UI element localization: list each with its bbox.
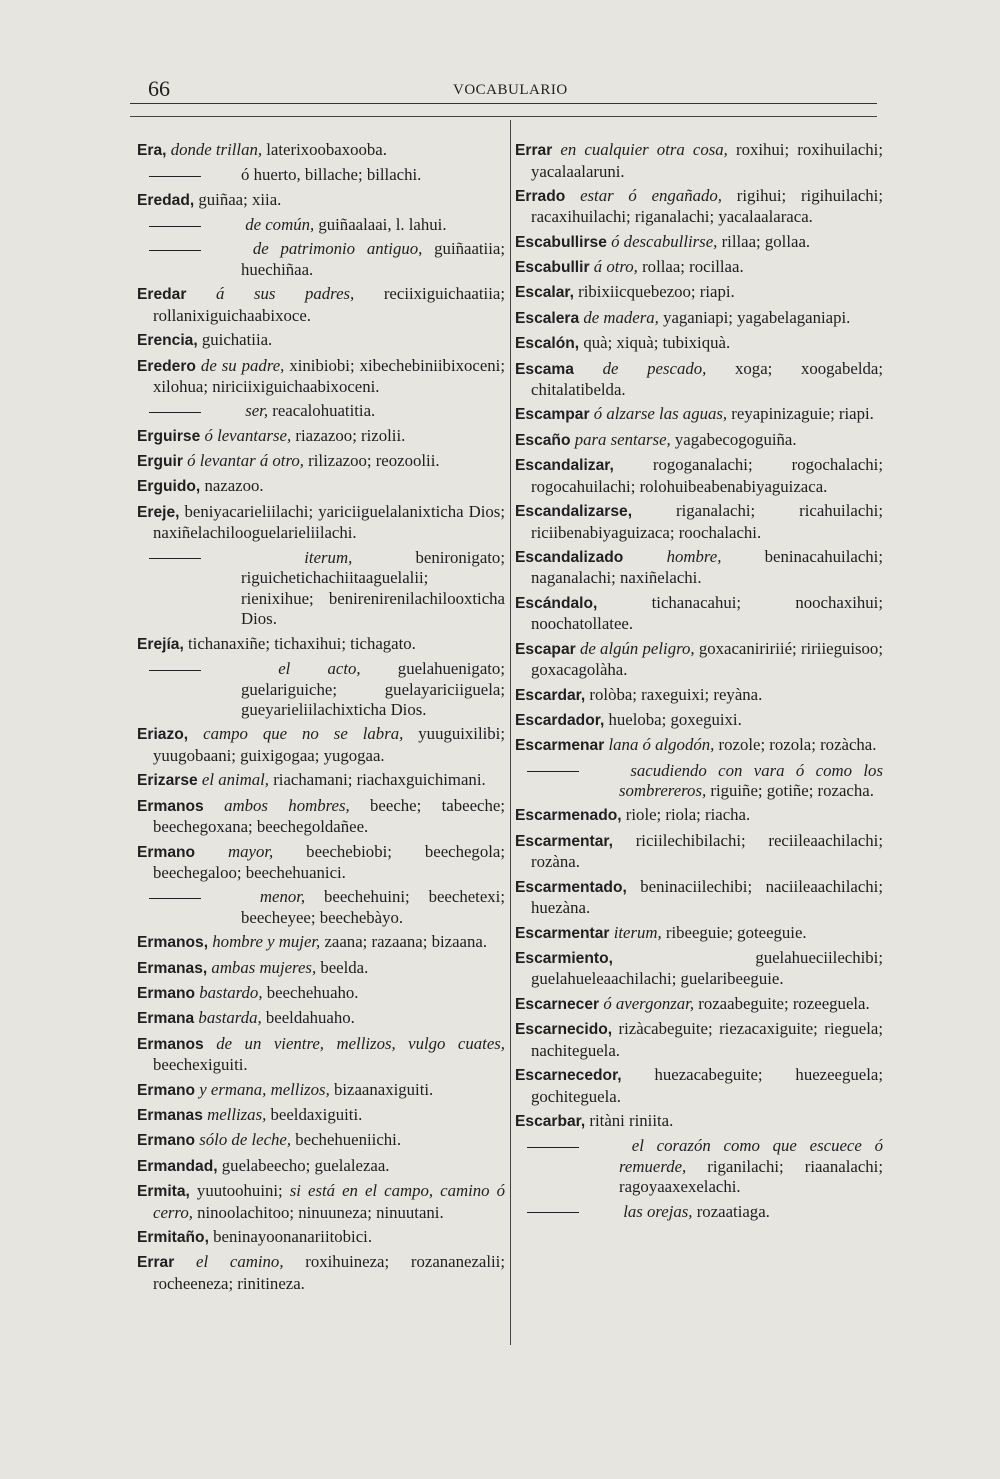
ditto-dash	[149, 670, 201, 671]
zapotec-translation: ribeeguie; goteeguie.	[661, 922, 807, 942]
zapotec-translation: beeldaxiguiti.	[266, 1104, 363, 1124]
dictionary-entry	[515, 232, 883, 254]
dictionary-entry	[137, 770, 505, 792]
headword: Ermana	[137, 1010, 195, 1028]
zapotec-translation: yuutoohuini;	[189, 1180, 283, 1200]
zapotec-translation: roxihuineza; rozananezalii; rocheeneza; rinitineza.	[153, 1252, 505, 1293]
headword: Errar	[515, 142, 553, 159]
header-rule-thick	[130, 103, 877, 104]
zapotec-translation: riazazoo; rizolii.	[291, 425, 406, 445]
running-title: VOCABULARIO	[453, 82, 568, 98]
spanish-gloss: de común,	[245, 215, 315, 235]
zapotec-translation: tichanacahui; noochaxihui; noochatollatee.	[531, 592, 883, 634]
zapotec-translation: rolòba; raxeguixi; reyàna.	[585, 684, 763, 704]
dictionary-entry	[137, 330, 505, 352]
zapotec-translation: yaganiapi; yagabelaganiapi.	[658, 307, 851, 327]
spanish-gloss: donde trillan,	[170, 140, 263, 159]
headword: Erejía,	[137, 635, 184, 653]
dictionary-entry	[137, 1227, 505, 1249]
dictionary-entry	[137, 1080, 505, 1102]
zapotec-translation: guiñaalaai, l. lahui.	[314, 215, 447, 235]
zapotec-translation: bechehueniichi.	[291, 1130, 402, 1150]
dictionary-entry	[515, 430, 883, 452]
dictionary-entry	[137, 284, 505, 326]
zapotec-translation: bizaanaxiguiti.	[329, 1079, 434, 1099]
headword: Eredar	[137, 286, 187, 304]
spanish-gloss: el acto,	[278, 658, 361, 678]
headword: Escapar	[515, 640, 576, 658]
spanish-gloss: el animal,	[201, 770, 270, 790]
dictionary-entry	[515, 501, 883, 543]
zapotec-translation: riachamani; riachaxguichimani.	[269, 770, 486, 790]
headword: Erguir	[137, 453, 183, 471]
spanish-gloss: de su padre,	[200, 355, 285, 375]
ditto-dash	[149, 558, 201, 559]
zapotec-translation: rozaatiaga.	[692, 1201, 770, 1221]
zapotec-translation: beniyacarieliilachi; yariciiguelalanixticha Dios; naxiñelachilooguelarieliilachi.	[153, 501, 505, 543]
zapotec-translation: reacalohuatitia.	[268, 401, 376, 421]
headword: Ermanas,	[137, 959, 208, 977]
dictionary-entry	[137, 1181, 505, 1223]
zapotec-translation: quà; xiquà; tubixiquà.	[579, 333, 731, 353]
headword: Escalar,	[515, 284, 574, 302]
headword: Erizarse	[137, 772, 198, 790]
headword: Escandalizado	[515, 548, 624, 566]
zapotec-translation: yuuguixilibi; yuugobaani; guixigogaa; yugogaa.	[153, 724, 505, 765]
right-column	[515, 140, 883, 1226]
headword: Escampar	[515, 406, 590, 424]
dictionary-entry	[515, 948, 883, 990]
zapotec-translation: rozole; rozola; rozàcha.	[714, 735, 877, 755]
spanish-gloss: el camino,	[196, 1252, 284, 1272]
headword: Escarmiento,	[515, 949, 613, 967]
zapotec-translation: beeche; tabeeche; beechegoxana; beechegoldañee.	[153, 795, 505, 837]
headword: Erguirse	[137, 427, 201, 445]
dictionary-entry	[515, 257, 883, 279]
spanish-gloss: bastardo,	[199, 983, 263, 1003]
zapotec-translation: guelahueciilechibi; guelahueleaachilachi; guelaribeeguie.	[531, 947, 883, 989]
zapotec-translation: guiñaatiia; huechiñaa.	[241, 239, 505, 279]
dictionary-entry	[515, 805, 883, 827]
headword: Escarmentar,	[515, 832, 613, 850]
headword: Errado	[515, 187, 566, 205]
dictionary-entry	[137, 842, 505, 884]
zapotec-translation: tichanaxiñe; tichaxihui; tichagato.	[183, 633, 416, 653]
dictionary-entry	[137, 1130, 505, 1152]
headword: Erguido,	[137, 478, 201, 496]
headword: Ermanos	[137, 1035, 204, 1053]
headword: Escarnecer	[515, 995, 600, 1013]
headword: Escándalo,	[515, 594, 598, 612]
zapotec-translation: rozaabeguite; rozeeguela.	[694, 993, 870, 1013]
zapotec-translation: riganilachi; riaanalachi; ragoyaaxexelachi.	[619, 1156, 883, 1197]
headword: Ermano	[137, 1081, 196, 1099]
spanish-gloss: iterum,	[304, 547, 353, 567]
zapotec-translation: riganalachi; ricahuilachi; riciibenabiyaguizaca; roochalachi.	[531, 500, 883, 542]
headword: Escabullir	[515, 259, 590, 277]
headword: Escama	[515, 360, 574, 378]
dictionary-entry	[515, 685, 883, 707]
zapotec-translation: benironigato; riguichetichachiitaaguelalii; rienixihue; benirenirenilachilooxticha Dios.	[241, 547, 505, 629]
dictionary-entry	[137, 1252, 505, 1294]
dictionary-entry	[515, 735, 883, 757]
dictionary-entry	[515, 455, 883, 497]
sub-entry	[515, 1136, 883, 1198]
dictionary-entry	[137, 796, 505, 838]
sub-entry	[137, 401, 505, 422]
headword: Escarmentado,	[515, 878, 627, 896]
headword: Escarnecedor,	[515, 1067, 622, 1085]
headword: Escarmentar	[515, 924, 610, 942]
dictionary-entry	[137, 634, 505, 656]
headword: Ermano	[137, 985, 196, 1003]
dictionary-entry	[515, 404, 883, 426]
dictionary-entry	[515, 359, 883, 401]
zapotec-translation: roxihui; roxihuilachi; yacalaalaruni.	[531, 140, 883, 181]
zapotec-translation: huezacabeguite; huezeeguela; gochiteguela.	[531, 1065, 883, 1106]
zapotec-translation: xinibiobi; xibechebiniibixoceni; xilohua; niriciixiguichaabixoceni.	[153, 355, 505, 397]
zapotec-translation: ninoolachitoo; ninuuneza; ninuutani.	[192, 1202, 444, 1222]
headword: Eredero	[137, 357, 196, 375]
spanish-gloss: de pescado,	[602, 358, 707, 378]
dictionary-entry	[515, 140, 883, 182]
zapotec-translation: rizàcabeguite; riezacaxiguite; rieguela; nachiteguela.	[531, 1019, 883, 1060]
ditto-dash	[527, 1212, 579, 1213]
ditto-dash	[527, 771, 579, 772]
spanish-gloss: de un vientre, mellizos, vulgo cuates,	[216, 1033, 506, 1053]
spanish-gloss: estar ó engañado,	[580, 185, 722, 205]
header-rule-thin	[130, 116, 877, 117]
spanish-gloss: campo que no se labra,	[203, 724, 404, 744]
spanish-gloss: el corazón como que escuece ó remuerde,	[619, 1136, 883, 1176]
spanish-gloss: mellizas,	[207, 1104, 267, 1124]
dictionary-entry	[137, 958, 505, 980]
zapotec-translation: ó huerto, billache; billachi.	[241, 165, 422, 185]
dictionary-entry	[515, 831, 883, 873]
spanish-gloss: y ermana, mellizos,	[199, 1079, 330, 1099]
sub-entry	[515, 1202, 883, 1223]
headword: Ermanas	[137, 1106, 203, 1124]
spanish-gloss: ó levantar á otro,	[187, 451, 304, 471]
spanish-gloss: mayor,	[228, 841, 274, 861]
headword: Ermano	[137, 1132, 196, 1150]
dictionary-entry	[515, 593, 883, 635]
dictionary-entry	[515, 877, 883, 919]
spanish-gloss: hombre,	[666, 546, 722, 566]
headword: Ermitaño,	[137, 1228, 209, 1246]
dictionary-entry	[515, 186, 883, 228]
spanish-gloss: de patrimonio antiguo,	[252, 239, 423, 259]
spanish-gloss: ó levantarse,	[204, 425, 292, 445]
sub-entry	[515, 761, 883, 802]
zapotec-translation: riciilechibilachi; reciileaachilachi; rozàna.	[531, 830, 883, 872]
sub-entry	[137, 887, 505, 928]
spanish-gloss: lana ó algodón,	[608, 735, 715, 755]
dictionary-entry	[137, 476, 505, 498]
sub-entry	[137, 239, 505, 280]
sub-entry	[137, 548, 505, 630]
dictionary-entry	[137, 983, 505, 1005]
zapotec-translation: beechebiobi; beechegola; beechegaloo; beechehuanici.	[153, 841, 505, 883]
headword: Escabullirse	[515, 233, 607, 251]
spanish-gloss: ó avergonzar,	[603, 993, 695, 1013]
zapotec-translation: guiñaa; xiia.	[194, 189, 282, 209]
zapotec-translation: beechexiguiti.	[153, 1055, 248, 1075]
dictionary-entry	[137, 1105, 505, 1127]
dictionary-entry	[137, 190, 505, 212]
dictionary-entry	[515, 308, 883, 330]
headword: Ermandad,	[137, 1157, 218, 1175]
zapotec-translation: ritàni riniita.	[585, 1110, 674, 1130]
zapotec-translation: hueloba; goxeguixi.	[604, 709, 742, 729]
zapotec-translation: beninaciilechibi; naciileaachilachi; huezàna.	[531, 876, 883, 918]
spanish-gloss: para sentarse,	[574, 429, 671, 449]
zapotec-translation: xoga; xoogabelda; chitalatibelda.	[531, 358, 883, 400]
zapotec-translation: rilizazoo; reozoolii.	[303, 451, 440, 471]
zapotec-translation: rigihui; rigihuilachi; racaxihuilachi; riganalachi; yacalaalaraca.	[531, 185, 883, 227]
spanish-gloss: ó descabullirse,	[611, 231, 718, 251]
headword: Era,	[137, 142, 167, 159]
dictionary-entry	[137, 724, 505, 766]
spanish-gloss: iterum,	[613, 922, 662, 942]
spanish-gloss: ser,	[245, 401, 269, 421]
headword: Eriazo,	[137, 726, 189, 744]
dictionary-entry	[137, 1008, 505, 1030]
spanish-gloss: de algún peligro,	[579, 638, 695, 658]
spanish-gloss: ó alzarse las aguas,	[593, 404, 728, 424]
zapotec-translation: laterixoobaxooba.	[262, 140, 387, 159]
dictionary-entry	[137, 1034, 505, 1076]
dictionary-entry	[515, 547, 883, 589]
zapotec-translation: reciixiguichaatiia; rollanixiguichaabixoce.	[153, 284, 505, 325]
zapotec-translation: nazazoo.	[200, 476, 264, 496]
spanish-gloss: menor,	[259, 887, 306, 907]
zapotec-translation: guelabeecho; guelalezaa.	[217, 1155, 390, 1175]
page-number: 66	[148, 76, 170, 101]
spanish-gloss: hombre y mujer,	[212, 932, 321, 952]
headword: Escaño	[515, 431, 571, 449]
spanish-gloss: sólo de leche,	[199, 1130, 292, 1150]
headword: Ermanos,	[137, 934, 209, 952]
sub-entry	[137, 215, 505, 236]
zapotec-translation: rollaa; rocillaa.	[637, 257, 744, 277]
sub-entry	[137, 165, 505, 186]
ditto-dash	[149, 412, 201, 413]
dictionary-entry	[137, 502, 505, 544]
dictionary-entry	[137, 356, 505, 398]
dictionary-entry	[515, 282, 883, 304]
zapotec-translation: beelda.	[316, 957, 369, 977]
zapotec-translation: rillaa; gollaa.	[717, 231, 811, 251]
headword: Escarmenado,	[515, 807, 622, 825]
headword: Escardador,	[515, 711, 605, 729]
spanish-gloss: en cualquier otra cosa,	[560, 140, 728, 159]
ditto-dash	[149, 176, 201, 177]
headword: Escarbar,	[515, 1112, 586, 1130]
left-column	[137, 140, 505, 1298]
zapotec-translation: beechehuaho.	[262, 983, 359, 1003]
zapotec-translation: reyapinizaguie; riapi.	[727, 404, 874, 424]
dictionary-entry	[137, 451, 505, 473]
headword: Errar	[137, 1254, 175, 1272]
column-divider	[510, 120, 511, 1345]
headword: Escardar,	[515, 686, 586, 704]
spanish-gloss: si está en el campo, camino ó cerro,	[153, 1180, 505, 1222]
dictionary-entry	[137, 140, 505, 162]
spanish-gloss: ambos hombres,	[224, 795, 350, 815]
headword: Eredad,	[137, 191, 195, 209]
spanish-gloss: de madera,	[583, 307, 659, 327]
dictionary-entry	[515, 1065, 883, 1107]
zapotec-translation: riguiñe; gotiñe; rozacha.	[706, 781, 874, 801]
spanish-gloss: ambas mujeres,	[211, 957, 317, 977]
zapotec-translation: goxacaniririié; ririieguisoo; goxacagolàha.	[531, 638, 883, 680]
ditto-dash	[527, 1147, 579, 1148]
spanish-gloss: las orejas,	[623, 1201, 693, 1221]
headword: Escarnecido,	[515, 1021, 613, 1039]
dictionary-entry	[137, 1156, 505, 1178]
headword: Ermano	[137, 843, 196, 861]
spanish-gloss: á sus padres,	[216, 284, 355, 304]
dictionary-entry	[515, 923, 883, 945]
zapotec-translation: beeldahuaho.	[261, 1008, 355, 1028]
ditto-dash	[149, 226, 201, 227]
dictionary-entry	[137, 426, 505, 448]
dictionary-entry	[515, 710, 883, 732]
zapotec-translation: beninacahuilachi; naganalachi; naxiñelachi.	[531, 546, 883, 588]
zapotec-translation: ribixiicquebezoo; riapi.	[573, 282, 735, 302]
dictionary-entry	[515, 1111, 883, 1133]
ditto-dash	[149, 250, 201, 251]
spanish-gloss: á otro,	[593, 257, 638, 277]
headword: Escandalizar,	[515, 457, 614, 475]
dictionary-entry	[515, 994, 883, 1016]
page-header	[148, 76, 876, 104]
headword: Ermita,	[137, 1182, 190, 1200]
headword: Erencia,	[137, 332, 198, 350]
spanish-gloss: sacudiendo con vara ó como los sombrereros,	[619, 760, 883, 801]
spanish-gloss: bastarda,	[198, 1008, 262, 1028]
zapotec-translation: guichatiia.	[197, 330, 273, 350]
headword: Ereje,	[137, 503, 180, 521]
zapotec-translation: riole; riola; riacha.	[621, 805, 751, 825]
zapotec-translation: beechehuini; beechetexi; beecheyee; beechebàyo.	[241, 887, 505, 927]
headword: Escalón,	[515, 335, 580, 353]
zapotec-translation: guelahuenigato; guelariguiche; guelayariciiguela; gueyarieliilachixticha Dios.	[241, 658, 505, 720]
ditto-dash	[149, 898, 201, 899]
dictionary-entry	[137, 932, 505, 954]
zapotec-translation: yagabecogoguiña.	[670, 429, 797, 449]
dictionary-entry	[515, 333, 883, 355]
headword: Escarmenar	[515, 737, 605, 755]
zapotec-translation: zaana; razaana; bizaana.	[320, 932, 488, 952]
zapotec-translation: rogoganalachi; rogochalachi; rogocahuilachi; rolohuibeabenabiyaguizaca.	[531, 455, 883, 496]
sub-entry	[137, 659, 505, 721]
headword: Ermanos	[137, 797, 204, 815]
dictionary-entry	[515, 639, 883, 681]
headword: Escalera	[515, 309, 580, 327]
headword: Escandalizarse,	[515, 502, 633, 520]
zapotec-translation: beninayoonanariitobici.	[208, 1226, 373, 1246]
dictionary-entry	[515, 1019, 883, 1061]
